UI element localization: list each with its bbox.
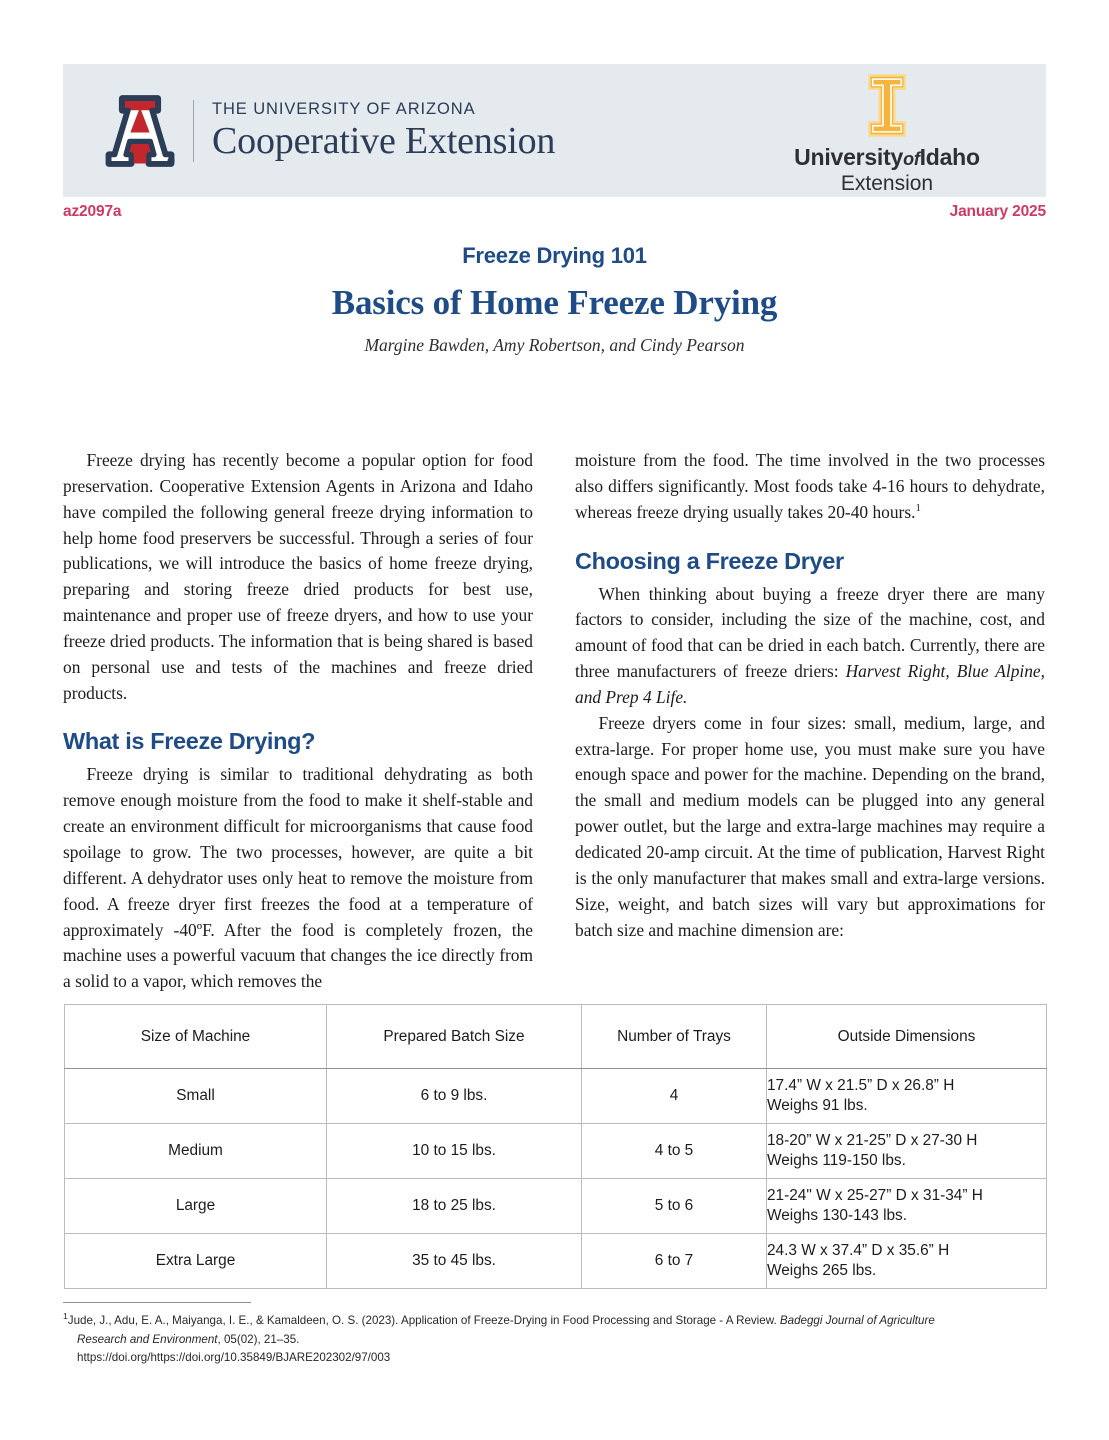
- column-header-dimensions: Outside Dimensions: [767, 1005, 1047, 1069]
- right-column: [575, 448, 1045, 995]
- cell-batch: 6 to 9 lbs.: [327, 1069, 582, 1124]
- page-title: Basics of Home Freeze Drying: [331, 283, 778, 322]
- footnote-doi-link[interactable]: https://doi.org/https://doi.org/10.35849/BJARE202302/97/003: [77, 1351, 391, 1365]
- table-row: [65, 1124, 1047, 1179]
- arizona-lockup: [103, 94, 555, 168]
- cell-batch: 35 to 45 lbs.: [327, 1234, 582, 1289]
- weight-line: Weighs 91 lbs.: [767, 1097, 868, 1114]
- table-row: [65, 1069, 1047, 1124]
- ui-block-i-logo: [756, 74, 1018, 142]
- left-column: [63, 448, 533, 995]
- column-header-trays: Number of Trays: [582, 1005, 767, 1069]
- title-block: [63, 243, 1046, 356]
- cell-dimensions: [767, 1179, 1047, 1234]
- intro-paragraph: Freeze drying has recently become a popular option for food preservation. Cooperative Extension Agents in Arizona and Idaho have compiled the following general freeze drying information to help home food preservers be successful. Through a series of four publications, we will introduce the basics of home freeze drying, preparing and storing freeze dried products for best use, maintenance and proper use of freeze dryers, and how to use your freeze dried products. The information that is being shared is based on personal use and tests of the machines and freeze dried products.: [63, 450, 533, 703]
- dimension-line: 18-20” W x 21-25” D x 27-30 H: [767, 1131, 978, 1149]
- idaho-wordmark-idaho: Idaho: [919, 144, 980, 170]
- dimension-line: 17.4” W x 21.5” D x 26.8” H: [767, 1076, 955, 1094]
- continuation-text: moisture from the food. The time involved in the two processes also differs significantly. Most foods take 4-16 hours to dehydrate, whereas freeze drying usually takes 20-40 hours.: [575, 450, 1045, 522]
- dimension-line: 21-24" W x 25-27” D x 31-34” H: [767, 1186, 983, 1204]
- footnote-citation-line2: [77, 1331, 1053, 1350]
- series-kicker: Freeze Drying 101: [462, 243, 647, 268]
- footnote-journal-title-part1: Badeggi Journal of Agriculture: [779, 1313, 935, 1327]
- svg-text:R: R: [169, 159, 173, 164]
- cell-dimensions: [767, 1124, 1047, 1179]
- author-line: Margine Bawden, Amy Robertson, and Cindy Pearson: [364, 335, 745, 355]
- logo-divider: [193, 100, 194, 162]
- choosing-dryer-text: When thinking about buying a freeze dryer there are many factors to consider, including the size of the machine, cost, and amount of food that can be dried in each batch. Currently, there are three manufacturers of freeze driers:: [575, 583, 1045, 682]
- manufacturer-names: Harvest Right, Blue Alpine, and Prep 4 Life.: [575, 661, 1045, 707]
- arizona-wordmark-line1: THE UNIVERSITY OF ARIZONA: [212, 99, 476, 118]
- choosing-dryer-paragraph-2: Freeze dryers come in four sizes: small, medium, large, and extra-large. For proper home use, you must make sure you have enough space and power for the machine. Depending on the brand, the small and medium models can be plugged into any general power outlet, but the large and extra-large machines may require a dedicated 20-amp circuit. At the time of publication, Harvest Right is the only manufacturer that makes small and extra-large versions. Size, weight, and batch sizes will vary but approximations for batch size and machine dimension are:: [575, 712, 1045, 940]
- cell-trays: 4: [582, 1069, 767, 1124]
- cell-trays: 4 to 5: [582, 1124, 767, 1179]
- idaho-lockup: [756, 74, 1018, 196]
- cell-trays: 5 to 6: [582, 1179, 767, 1234]
- cell-dimensions: [767, 1069, 1047, 1124]
- dimension-line: 24.3 W x 37.4” D x 35.6” H: [767, 1241, 950, 1259]
- cell-batch: 10 to 15 lbs.: [327, 1124, 582, 1179]
- cell-trays: 6 to 7: [582, 1234, 767, 1289]
- table-row: [65, 1179, 1047, 1234]
- publication-number: az2097a: [63, 203, 122, 220]
- continuation-paragraph: [575, 448, 1045, 526]
- cell-batch: 18 to 25 lbs.: [327, 1179, 582, 1234]
- cell-size: Extra Large: [65, 1234, 327, 1289]
- freeze-dryer-spec-table-wrap: [64, 1004, 1046, 1289]
- cell-dimensions: [767, 1234, 1047, 1289]
- table-header-row: [65, 1005, 1047, 1069]
- cell-size: Medium: [65, 1124, 327, 1179]
- footnote-volume-pages: , 05(02), 21–35.: [217, 1332, 300, 1346]
- body-columns: [63, 448, 1046, 995]
- freeze-dryer-spec-table: [64, 1004, 1047, 1289]
- section-heading-choosing-a-freeze-dryer: Choosing a Freeze Dryer: [575, 547, 844, 574]
- weight-line: Weighs 130-143 lbs.: [767, 1207, 908, 1224]
- footnote-citation-line1: [63, 1310, 1053, 1331]
- footnote-citation-text: Jude, J., Adu, E. A., Maiyanga, I. E., & Kamaldeen, O. S. (2023). Application of Freeze-Drying in Food Processing and Storage - A Review.: [67, 1313, 780, 1327]
- ua-block-a-logo: [103, 94, 177, 168]
- what-is-freeze-drying-paragraph: Freeze drying is similar to traditional dehydrating as both remove enough moisture from the food to make it shelf-stable and create an environment difficult for microorganisms that cause food spoilage to grow. The two processes, however, are quite a bit different. A dehydrator uses only heat to remove the moisture from food. A freeze dryer first freezes the food at a temperature of approximately -40ºF. After the food is completely frozen, the machine uses a powerful vacuum that changes the ice directly from a solid to a vapor, which removes the: [63, 764, 533, 992]
- institution-header-band: [63, 64, 1046, 197]
- weight-line: Weighs 265 lbs.: [767, 1262, 877, 1279]
- footnote-block: [63, 1302, 1053, 1368]
- footnote-journal-title-part2: Research and Environment: [77, 1332, 218, 1346]
- arizona-wordmark: [212, 101, 555, 161]
- idaho-wordmark-university: University: [794, 144, 904, 170]
- publication-date: January 2025: [949, 203, 1046, 220]
- footnote-number: 1: [63, 1311, 68, 1321]
- footnote-separator-rule: [63, 1302, 251, 1303]
- column-header-size: Size of Machine: [65, 1005, 327, 1069]
- cell-size: Small: [65, 1069, 327, 1124]
- weight-line: Weighs 119-150 lbs.: [767, 1152, 906, 1169]
- publication-meta-row: [63, 203, 1046, 221]
- footnote-reference-marker: 1: [915, 501, 921, 514]
- column-header-batch: Prepared Batch Size: [327, 1005, 582, 1069]
- idaho-wordmark-extension: Extension: [840, 172, 934, 195]
- idaho-wordmark-of: of: [903, 149, 920, 169]
- idaho-wordmark: [756, 144, 1018, 171]
- table-row: [65, 1234, 1047, 1289]
- cell-size: Large: [65, 1179, 327, 1234]
- section-heading-what-is-freeze-drying: What is Freeze Drying?: [63, 728, 316, 755]
- arizona-wordmark-line2: Cooperative Extension: [212, 120, 556, 163]
- choosing-dryer-paragraph-1: [575, 582, 1045, 711]
